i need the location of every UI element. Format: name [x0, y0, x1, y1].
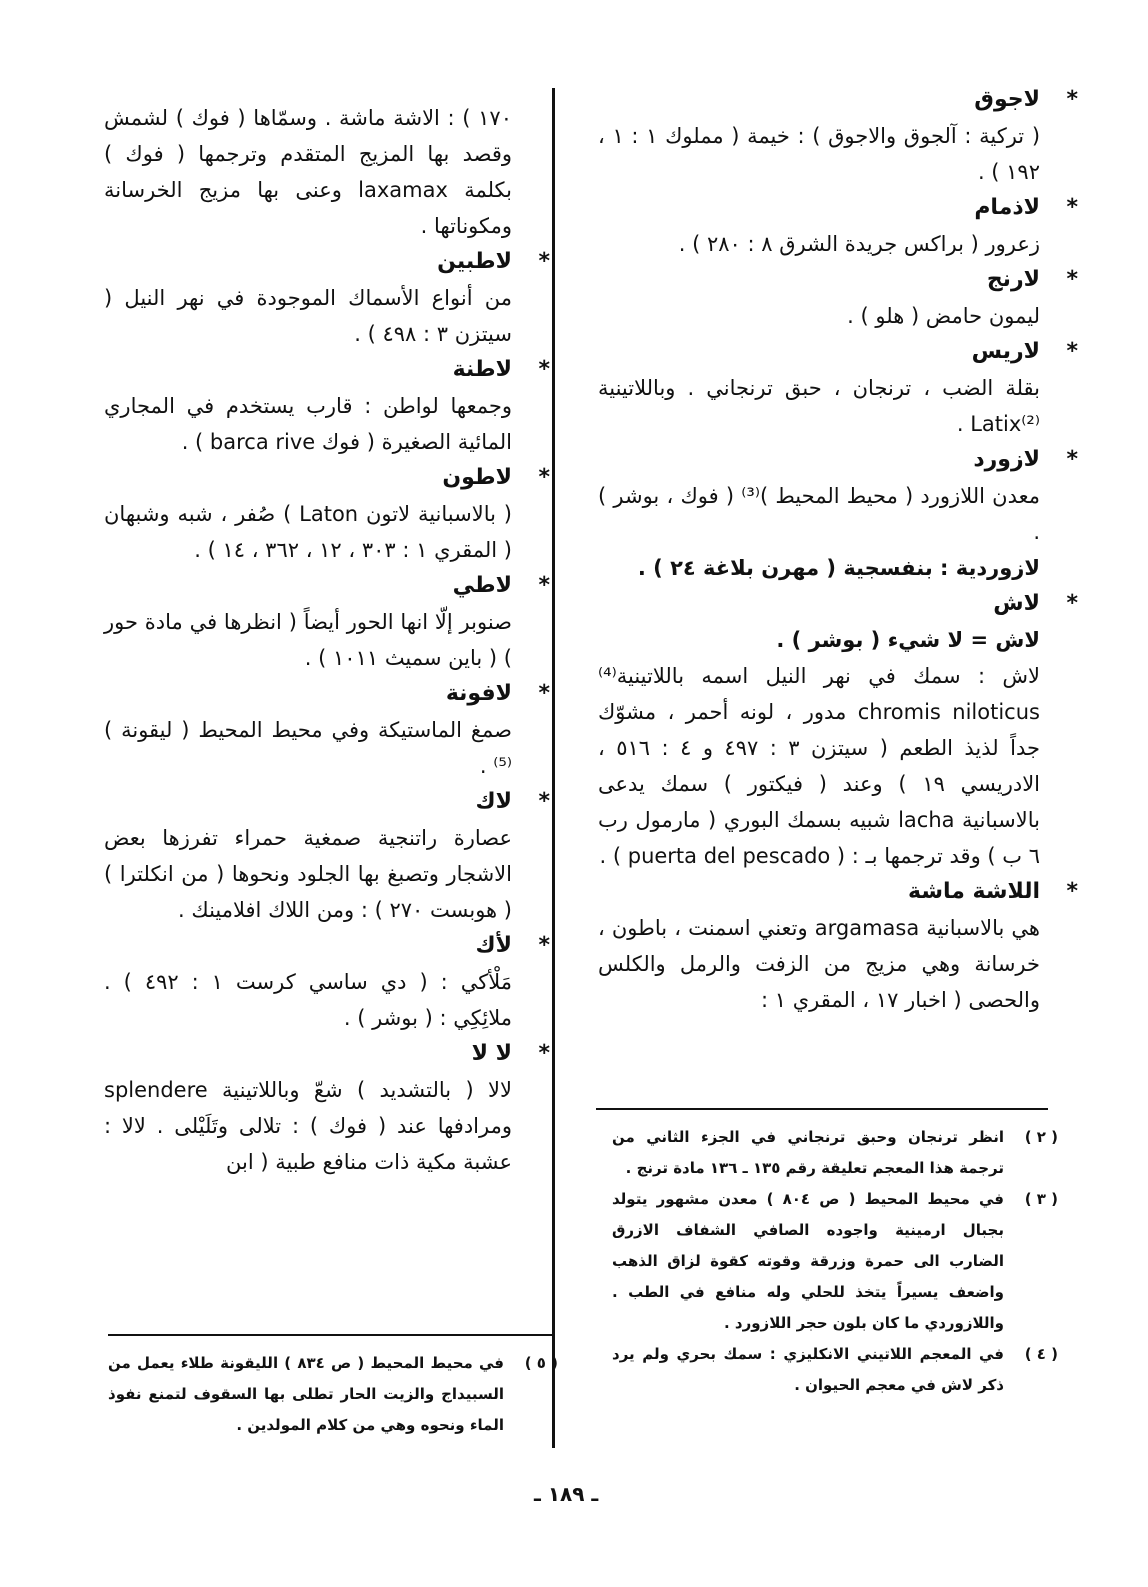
footnote-number: ( ٥ ) — [524, 1354, 558, 1372]
entry-definition: ( بالاسبانية لاتون Laton ) صُفر ، شبه وشبهان ( المقري ١ : ٣٠٣ ، ١٢ ، ٣٦٢ ، ١٤ ) . — [104, 502, 512, 562]
entry-definition: صمغ الماستيكة وفي محيط المحيط ( ليقونة )⁽⁵⁾ . — [104, 718, 512, 778]
entry-headword: * لارنج — [598, 262, 1040, 298]
entry — [104, 1036, 550, 1180]
entry-headword: * لاطون — [104, 460, 512, 496]
entry-headword: * لاطنة — [104, 352, 512, 388]
entry-headword: * لازورد — [598, 442, 1040, 478]
entry-marker: * — [1066, 447, 1078, 472]
footnote-text: في محيط المحيط ( ص ٨٠٤ ) معدن مشهور يتولد بجبال ارمينية واجوده الصافي الشفاف الازرق الضارب الى حمرة وزرقة وقوته كقوة لزاق الذهب واضعف يسيراً يتخذ للحلي وله منافع في الطب . واللازوردي ما كان بلون حجر اللازورد . — [612, 1190, 1004, 1332]
entry-headword: * لا لا — [104, 1036, 512, 1072]
entry-definition: بقلة الضب ، ترنجان ، حبق ترنجاني . وباللاتينية Latix⁽²⁾ . — [598, 376, 1040, 436]
entry — [104, 568, 550, 676]
entry — [598, 874, 1078, 1018]
footnote-number: ( ٤ ) — [1024, 1345, 1058, 1363]
footnote-number: ( ٢ ) — [1024, 1128, 1058, 1146]
entry-marker: * — [1066, 87, 1078, 112]
page-number: ـ ١٨٩ ـ — [534, 1482, 599, 1506]
entry-marker: * — [538, 249, 550, 274]
entry-definition: ( تركية : آلجوق والاجوق ) : خيمة ( مملوك ١ : ١ ، ١٩٢ ) . — [598, 124, 1041, 184]
entry-definition: مَلْأكي : ( دي ساسي كرست ١ : ٤٩٢ ) . ملائِكِي : ( بوشر ) . — [104, 970, 512, 1030]
entry-headword: * لاريس — [598, 334, 1040, 370]
entry-marker: * — [1066, 879, 1078, 904]
entry-headword: * لاك — [104, 784, 512, 820]
footnote-text: انظر ترنجان وحبق ترنجاني في الجزء الثاني من ترجمة هذا المعجم تعليقة رقم ١٣٥ ـ ١٣٦ مادة ترنج . — [612, 1128, 1004, 1177]
entry — [598, 442, 1078, 586]
entry — [598, 82, 1078, 190]
entry — [104, 460, 550, 568]
footnote-text: في المعجم اللاتيني الانكليزي : سمك بحري ولم يرد ذكر لاش في معجم الحيوان . — [612, 1345, 1004, 1394]
entry-marker: * — [1066, 195, 1078, 220]
entry-definition: معدن اللازورد ( محيط المحيط )⁽³⁾ ( فوك ، بوشر ) . — [598, 484, 1040, 544]
entry-definition: وجمعها لواطن : قارب يستخدم في المجاري المائية الصغيرة ( فوك barca rive ) . — [104, 394, 512, 454]
entry — [104, 244, 550, 352]
entry-marker: * — [538, 789, 550, 814]
footnote-rule-left — [108, 1334, 554, 1336]
entry — [104, 352, 550, 460]
entry — [104, 784, 550, 928]
entry-marker: * — [538, 573, 550, 598]
entry-definition: ليمون حامض ( هلو ) . — [847, 304, 1040, 328]
entry-headword: * لاطي — [104, 568, 512, 604]
entry-definition: من أنواع الأسماك الموجودة في نهر النيل ( سيتزن ٣ : ٤٩٨ ) . — [104, 286, 512, 346]
left-column — [104, 100, 550, 1180]
entry-marker: * — [538, 357, 550, 382]
footnote — [612, 1184, 1058, 1339]
entry — [104, 928, 550, 1036]
footnote — [612, 1339, 1058, 1401]
footnotes-left — [108, 1348, 558, 1441]
entry-marker: * — [538, 933, 550, 958]
column-divider — [552, 88, 555, 1448]
entry-definition: ١٧٠ ) : الاشة ماشة . وسمّاها ( فوك ) لشمش وقصد بها المزيج المتقدم وترجمها ( فوك ) بكلمة laxamax وعنى بها مزيج الخرسانة ومكوناتها . — [104, 106, 512, 238]
entry — [104, 676, 550, 784]
entry-definition: لالا ( بالتشديد ) شعّ وباللاتينية splendere ومرادفها عند ( فوك ) : تلالى وتَلَيْلى . لالا : عشبة مكية ذات منافع طبية ( ابن — [104, 1078, 512, 1174]
entry-headword: * لاذمام — [598, 190, 1040, 226]
entry-subdefinition: لازوردية : بنفسجية ( مهرن بلاغة ٢٤ ) . — [637, 556, 1040, 580]
entry-headword: * لاطبين — [104, 244, 512, 280]
entry-marker: * — [1066, 339, 1078, 364]
entry-definition: زعرور ( براكس جريدة الشرق ٨ : ٢٨٠ ) . — [678, 232, 1040, 256]
footnote — [108, 1348, 558, 1441]
entry — [104, 100, 512, 244]
entry-headword: * اللاشة ماشة — [598, 874, 1040, 910]
entry — [598, 262, 1078, 334]
entry-subdefinition: لاش : سمك في نهر النيل اسمه باللاتينية⁽⁴⁾ chromis niloticus مدور ، لونه أحمر ، مشوّك جداً لذيذ الطعم ( سيتزن ٣ : ٤٩٧ و ٤ : ٥١٦ ، الادريسي ١٩ ) وعند ( فيكتور ) سمك يدعى بالاسبانية lacha شبيه بسمك البوري ( مارمول رب ٦ ب ) وقد ترجمها بـ : ( puerta del pescado ) . — [598, 664, 1041, 868]
entry-headword: * لافونة — [104, 676, 512, 712]
entry-marker: * — [538, 681, 550, 706]
entry-marker: * — [538, 1041, 550, 1066]
footnotes-right — [612, 1122, 1058, 1401]
entry-definition: هي بالاسبانية argamasa وتعني اسمنت ، باطون ، خرسانة وهي مزيج من الزفت والرمل والكلس والحصى ( اخبار ١٧ ، المقري ١ : — [598, 916, 1040, 1012]
entry-definition: صنوبر إلّا انها الحور أيضاً ( انظرها في مادة حور ) ( باين سميث ١٠١١ ) . — [104, 610, 512, 670]
entry-headword: * لاجوق — [598, 82, 1040, 118]
right-column — [598, 82, 1078, 1018]
entry — [598, 190, 1078, 262]
footnote — [612, 1122, 1058, 1184]
entry-definition: عصارة راتنجية صمغية حمراء تفرزها بعض الاشجار وتصبغ بها الجلود ونحوها ( من انكلترا ) ( هوبست ٢٧٠ ) : ومن اللاك افلامينك . — [104, 826, 512, 922]
entry — [598, 586, 1078, 874]
footnote-number: ( ٣ ) — [1024, 1190, 1058, 1208]
entry-marker: * — [1066, 591, 1078, 616]
entry-marker: * — [538, 465, 550, 490]
entry-headword: * لأك — [104, 928, 512, 964]
entry-headword: * لاش — [598, 586, 1040, 622]
footnote-text: في محيط المحيط ( ص ٨٣٤ ) الليقونة طلاء يعمل من السبيداج والزيت الحار تطلى بها السقوف لتمنع نفوذ الماء ونحوه وهي من كلام المولدين . — [108, 1354, 504, 1434]
entry-marker: * — [1066, 267, 1078, 292]
entry-definition: لاش = لا شيء ( بوشر ) . — [776, 628, 1040, 652]
entry — [598, 334, 1078, 442]
footnote-rule-right — [596, 1108, 1048, 1110]
